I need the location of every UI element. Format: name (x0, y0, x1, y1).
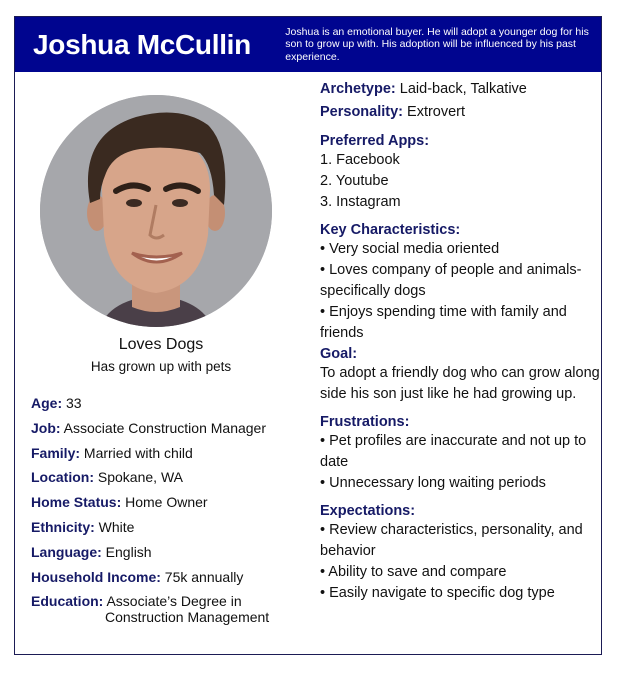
fact-education (31, 593, 311, 625)
fact-value: Spokane, WA (94, 469, 183, 486)
persona-summary: Joshua is an emotional buyer. He will adopt a younger dog for his son to grow up with. His adoption will be influenced by his past experience. (285, 25, 589, 63)
fact-household-income (31, 569, 311, 585)
fact-label: Job: (31, 419, 61, 436)
spacer (320, 405, 600, 413)
expectations-heading: Expectations: (320, 503, 416, 519)
fact-label: Home Status: (31, 494, 122, 511)
archetype-row (320, 80, 600, 98)
fact-value: White (94, 518, 135, 535)
archetype-label: Archetype: (320, 81, 396, 97)
persona-name: Joshua McCullin (33, 28, 251, 60)
archetype-value: Laid-back, Talkative (395, 81, 527, 97)
persona-card (14, 16, 602, 655)
fact-value: 33 (62, 395, 82, 411)
frustrations-heading: Frustrations: (320, 414, 410, 430)
expectation-item: • Ability to save and compare (320, 564, 507, 580)
fact-label: Language: (31, 543, 102, 560)
fact-ethnicity (31, 519, 311, 535)
fact-value-continued: Construction Management (105, 609, 270, 626)
persona-header (15, 17, 601, 72)
fact-language (31, 544, 311, 560)
key-characteristics-heading: Key Characteristics: (320, 222, 461, 238)
fact-label: Ethnicity: (31, 518, 95, 535)
app-item: 2. Youtube (320, 173, 389, 189)
fact-age (31, 395, 311, 411)
fact-label: Age: (31, 395, 63, 411)
demographics-list (31, 395, 311, 634)
preferred-apps-heading: Preferred Apps: (320, 133, 430, 149)
fact-label: Household Income: (31, 568, 161, 585)
expectation-item: • Review characteristics, personality, and behavior (320, 522, 583, 559)
fact-value: Associate Construction Manager (60, 419, 267, 436)
goal-text: To adopt a friendly dog who can grow along side his son just like he had growing up. (320, 365, 600, 402)
app-item: 3. Instagram (320, 194, 401, 210)
personality-row (320, 103, 600, 121)
frustration-item: • Unnecessary long waiting periods (320, 475, 546, 491)
photo-caption-primary: Loves Dogs (118, 336, 204, 353)
characteristic-item: • Enjoys spending time with family and friends (320, 304, 567, 341)
fact-label: Family: (31, 444, 81, 461)
right-column (320, 80, 600, 604)
goal-heading: Goal: (320, 346, 358, 362)
fact-value: 75k annually (160, 568, 244, 585)
fact-family (31, 445, 311, 461)
fact-home-status (31, 494, 311, 510)
spacer (320, 213, 600, 221)
fact-value: English (101, 543, 152, 560)
fact-label: Location: (31, 469, 94, 486)
frustration-item: • Pet profiles are inaccurate and not up to date (320, 433, 587, 470)
fact-value: Married with child (80, 444, 193, 461)
photo-caption-secondary: Has grown up with pets (90, 359, 232, 374)
characteristic-item: • Loves company of people and animals-specifically dogs (320, 262, 582, 299)
fact-label: Education: (31, 593, 104, 610)
fact-location (31, 469, 311, 485)
spacer (320, 494, 600, 502)
fact-value: Associate’s Degree in (103, 593, 242, 610)
fact-value: Home Owner (121, 494, 208, 511)
personality-value: Extrovert (403, 104, 466, 120)
expectation-item: • Easily navigate to specific dog type (320, 585, 555, 601)
app-item: 1. Facebook (320, 152, 400, 168)
fact-job (31, 420, 311, 436)
persona-photo (40, 95, 272, 327)
characteristic-item: • Very social media oriented (320, 241, 500, 257)
personality-label: Personality: (320, 104, 403, 120)
portrait-icon (40, 95, 272, 327)
